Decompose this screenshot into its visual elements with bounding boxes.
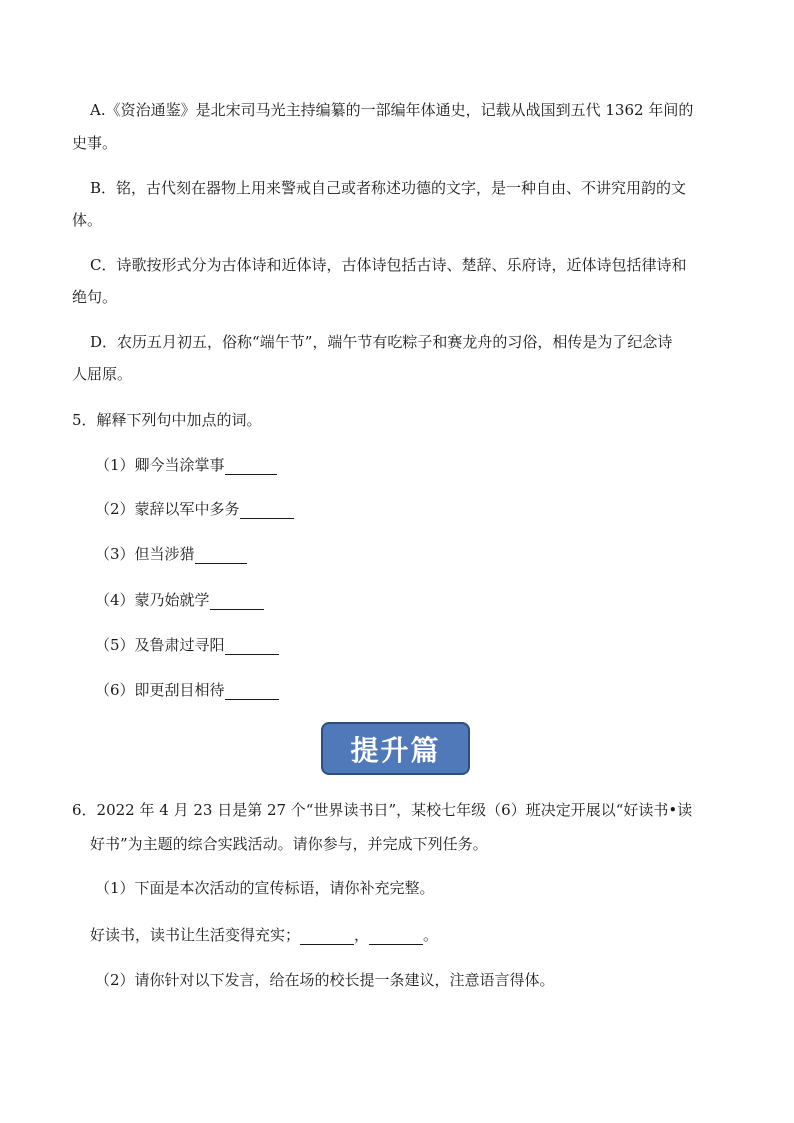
section-banner-tisheng: 提升篇 <box>321 722 470 775</box>
option-a-line1: A.《资治通鉴》是北宋司马光主持编纂的一部编年体通史，记载从战国到五代 1362 年间的 <box>90 101 694 119</box>
q5-item <box>95 455 277 475</box>
answer-blank[interactable] <box>240 502 294 519</box>
q6-slogan <box>90 925 438 945</box>
q5-item <box>95 544 247 564</box>
q5-item-text: （6）即更刮目相待 <box>95 681 225 699</box>
slogan-blank-2[interactable] <box>369 928 423 945</box>
q5-item-text: （1）卿今当涂掌事 <box>95 456 225 474</box>
q5-item <box>95 680 279 700</box>
option-c-line1: C．诗歌按形式分为古体诗和近体诗，古体诗包括古诗、楚辞、乐府诗，近体诗包括律诗和 <box>90 256 687 274</box>
q6-subquestion-1: （1）下面是本次活动的宣传标语，请你补充完整。 <box>95 879 435 897</box>
question-6-stem-line1: 6．2022 年 4 月 23 日是第 27 个“世界读书日”，某校七年级（6）班决定开展以“好读书•读 <box>72 801 693 819</box>
answer-blank[interactable] <box>225 638 279 655</box>
question-6-stem-line2: 好书”为主题的综合实践活动。请你参与，并完成下列任务。 <box>90 835 488 853</box>
q5-item <box>95 499 294 519</box>
option-d-line1: D．农历五月初五，俗称“端午节”，端午节有吃粽子和赛龙舟的习俗，相传是为了纪念诗 <box>90 333 673 351</box>
answer-blank[interactable] <box>225 683 279 700</box>
slogan-prefix: 好读书，读书让生活变得充实； <box>90 926 301 944</box>
option-b-line2: 体。 <box>72 211 103 229</box>
q5-item-text: （3）但当涉猎 <box>95 545 195 563</box>
question-5-stem: 5．解释下列句中加点的词。 <box>72 411 262 429</box>
q6-subquestion-2: （2）请你针对以下发言，给在场的校长提一条建议，注意语言得体。 <box>95 971 555 989</box>
answer-blank[interactable] <box>195 547 247 564</box>
answer-blank[interactable] <box>225 458 277 475</box>
q5-item-text: （4）蒙乃始就学 <box>95 591 210 609</box>
q5-item <box>95 590 264 610</box>
option-b-line1: B．铭，古代刻在器物上用来警戒自己或者称述功德的文字，是一种自由、不讲究用韵的文 <box>90 179 687 197</box>
q5-item-text: （2）蒙辞以军中多务 <box>95 500 240 518</box>
q5-item-text: （5）及鲁肃过寻阳 <box>95 636 225 654</box>
slogan-blank-1[interactable] <box>300 928 354 945</box>
slogan-end: 。 <box>423 926 439 944</box>
option-c-line2: 绝句。 <box>72 288 118 306</box>
option-a-line2: 史事。 <box>72 134 118 152</box>
answer-blank[interactable] <box>210 593 264 610</box>
slogan-separator: ， <box>354 926 370 944</box>
option-d-line2: 人屈原。 <box>72 365 133 383</box>
q5-item <box>95 635 279 655</box>
